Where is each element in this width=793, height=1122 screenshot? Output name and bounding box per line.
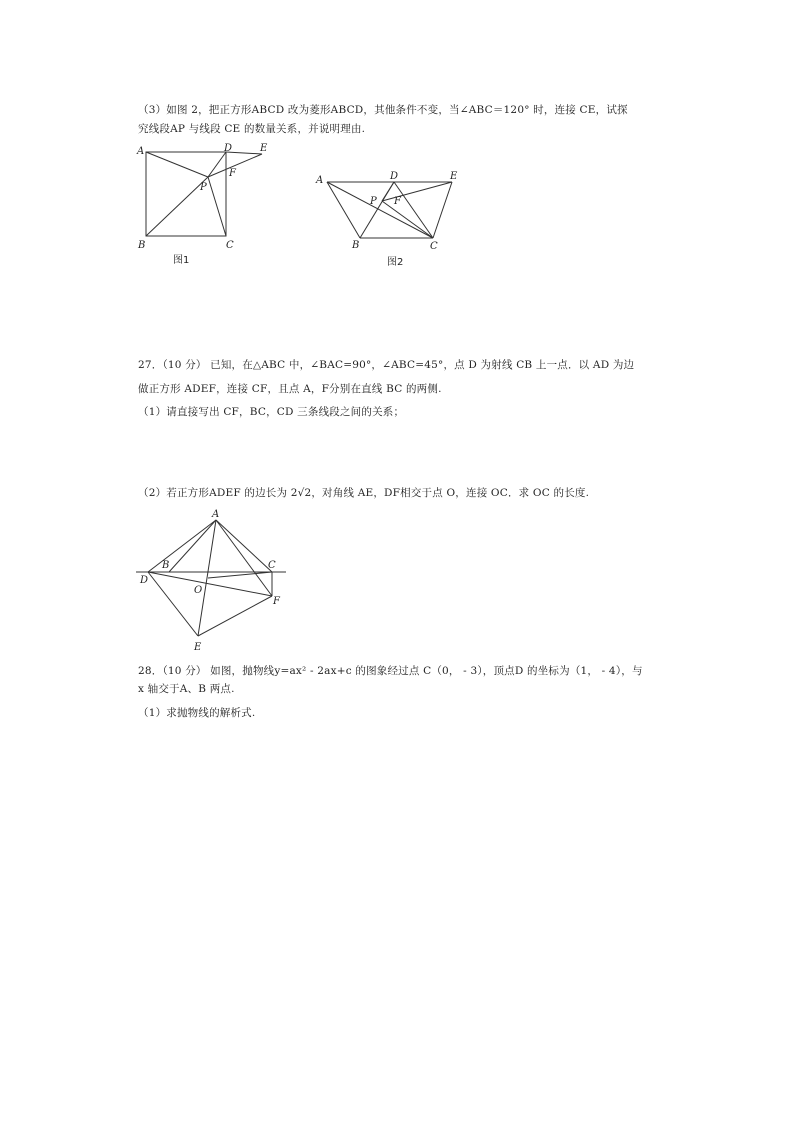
- q27-line1: 27．（10 分） 已知，在△ABC 中，∠BAC=90°，∠ABC=45°，点 D 为射线 CB 上一点．以 AD 为边: [138, 359, 635, 371]
- label-a: A: [212, 509, 220, 520]
- label-f: F: [394, 196, 401, 207]
- figure-2: [312, 165, 482, 275]
- segment-ac: [216, 520, 272, 572]
- q27-part2: （2）若正方形ADEF 的边长为 2√2，对角线 AE，DF相交于点 O，连接 OC．求 OC 的长度.: [138, 487, 590, 499]
- segment-pc: [382, 201, 433, 238]
- label-e: E: [450, 171, 458, 182]
- segment-fa: [216, 520, 272, 596]
- figure-1-caption: 图1: [173, 255, 190, 266]
- segment-ap: [146, 152, 208, 177]
- label-c: C: [226, 240, 234, 251]
- segment-pc: [208, 177, 226, 236]
- segment-oc: [208, 572, 272, 578]
- segment-ce: [433, 182, 452, 238]
- label-o: O: [194, 585, 203, 596]
- label-c: C: [268, 560, 276, 571]
- label-p: P: [200, 182, 207, 193]
- label-f: F: [273, 596, 280, 607]
- label-e: E: [194, 642, 202, 653]
- q28-part1: （1）求抛物线的解析式.: [138, 707, 256, 719]
- segment-bp: [146, 177, 208, 236]
- label-b: B: [162, 560, 170, 571]
- label-d: D: [224, 143, 233, 154]
- label-f: F: [229, 168, 236, 179]
- label-d: D: [390, 171, 399, 182]
- segment-df: [148, 572, 272, 596]
- label-e: E: [260, 143, 268, 154]
- q27-line2: 做正方形 ADEF，连接 CF，且点 A，F分别在直线 BC 的两侧.: [138, 383, 442, 395]
- segment-ac: [327, 182, 433, 238]
- square-abcd: [146, 152, 226, 236]
- label-a: A: [316, 175, 324, 186]
- label-b: B: [352, 240, 360, 251]
- segment-de: [148, 572, 198, 636]
- q28-line2: x 轴交于A、B 两点.: [138, 683, 235, 695]
- segment-ef: [198, 596, 272, 636]
- segment-ad: [148, 520, 216, 572]
- label-d: D: [140, 575, 149, 586]
- label-a: A: [137, 146, 145, 157]
- figure-2-caption: 图2: [387, 257, 404, 268]
- figure-1: [130, 140, 290, 270]
- q26-part3-line2: 究线段AP 与线段 CE 的数量关系，并说明理由.: [138, 123, 366, 135]
- label-p: P: [370, 196, 377, 207]
- label-c: C: [430, 241, 438, 252]
- segment-cd: [394, 182, 433, 238]
- q26-part3-line1: （3）如图 2，把正方形ABCD 改为菱形ABCD，其他条件不变，当∠ABC＝120° 时，连接 CE，试探: [138, 104, 628, 116]
- q27-part1: （1）请直接写出 CF，BC，CD 三条线段之间的关系；: [138, 406, 405, 418]
- label-b: B: [138, 240, 146, 251]
- q28-line1: 28．（10 分） 如图，抛物线y=ax² - 2ax+c 的图象经过点 C（0， - 3），顶点D 的坐标为（1， - 4），与: [138, 665, 643, 677]
- figure-3: [136, 508, 296, 656]
